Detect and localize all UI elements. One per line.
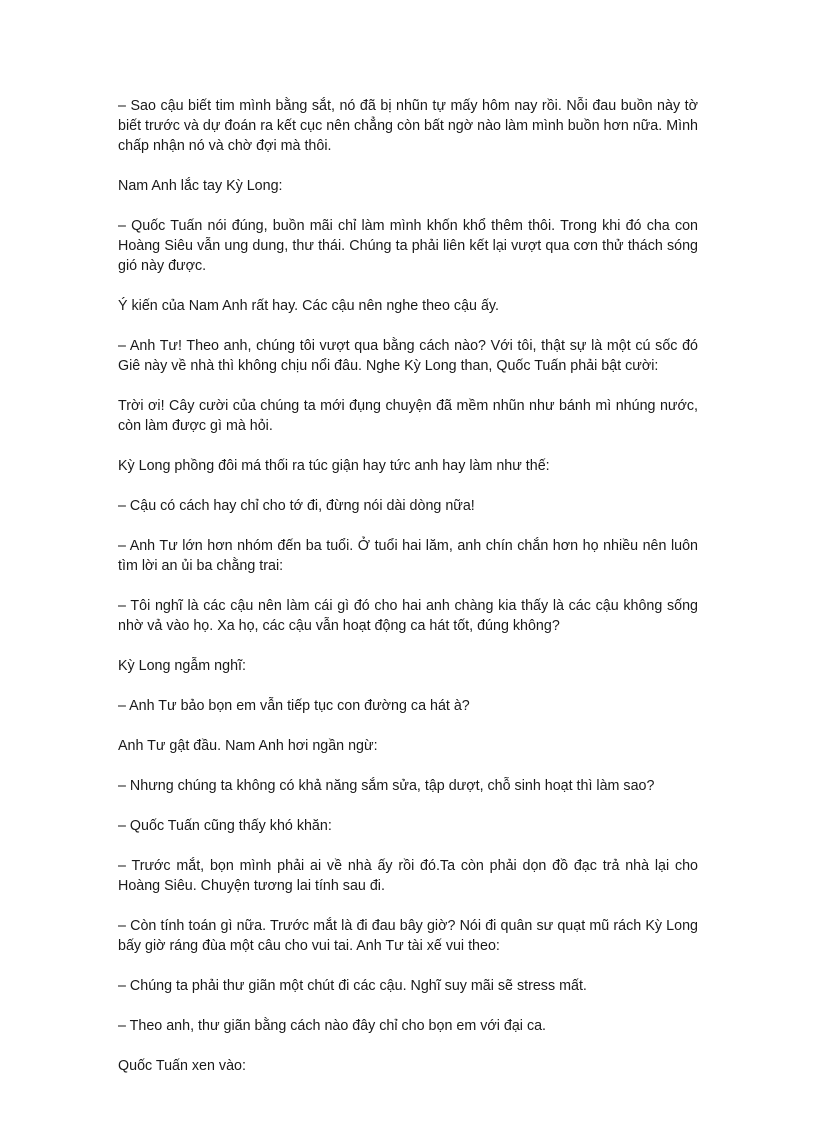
paragraph: Kỳ Long phồng đôi má thối ra túc giận hay tức anh hay làm như thế: (118, 458, 550, 474)
paragraph: Ý kiến của Nam Anh rất hay. Các cậu nên nghe theo cậu ấy. (118, 298, 499, 314)
paragraph: Nam Anh lắc tay Kỳ Long: (118, 178, 283, 194)
paragraph: – Anh Tư! Theo anh, chúng tôi vượt qua bằng cách nào? Với tôi, thật sự là một cú sốc đó Giê này về nhà thì không chịu nổi đâu. Nghe Kỳ Long than, Quốc Tuấn phải bật cười: (118, 338, 698, 374)
paragraph: – Anh Tư lớn hơn nhóm đến ba tuổi. Ở tuổi hai lăm, anh chín chắn hơn họ nhiều nên luôn tìm lời an ủi ba chằng trai: (118, 538, 698, 574)
paragraph: – Còn tính toán gì nữa. Trước mắt là đi đau bây giờ? Nói đi quân sư quạt mũ rách Kỳ Long bấy giờ ráng đùa một câu cho vui tai. Anh Tư tài xế vui theo: (118, 918, 698, 954)
paragraph: – Quốc Tuấn cũng thấy khó khăn: (118, 818, 332, 834)
paragraph: – Tôi nghĩ là các cậu nên làm cái gì đó cho hai anh chàng kia thấy là các cậu không sống nhờ vả vào họ. Xa họ, các cậu vẫn hoạt động ca hát tốt, đúng không? (118, 598, 698, 634)
paragraph: Quốc Tuấn xen vào: (118, 1058, 246, 1074)
paragraph: – Nhưng chúng ta không có khả năng sắm sửa, tập dượt, chỗ sinh hoạt thì làm sao? (118, 778, 655, 794)
paragraph: – Theo anh, thư giãn bằng cách nào đây chỉ cho bọn em với đại ca. (118, 1018, 547, 1034)
paragraph: – Sao cậu biết tim mình bằng sắt, nó đã bị nhũn tự mấy hôm nay rồi. Nỗi đau buồn này tờ biết trước và dự đoán ra kết cục nên chẳng còn bất ngờ nào làm mình buồn hơn nữa. Mình chấp nhận nó và chờ đợi mà thôi. (118, 98, 698, 154)
paragraph: – Quốc Tuấn nói đúng, buồn mãi chỉ làm mình khốn khổ thêm thôi. Trong khi đó cha con Hoàng Siêu vẫn ung dung, thư thái. Chúng ta phải liên kết lại vượt qua cơn thử thách sóng gió này được. (118, 218, 698, 274)
paragraph: Kỳ Long ngẫm nghĩ: (118, 658, 246, 674)
paragraph: Anh Tư gật đầu. Nam Anh hơi ngần ngừ: (118, 738, 378, 754)
paragraph: – Cậu có cách hay chỉ cho tớ đi, đừng nói dài dòng nữa! (118, 498, 475, 514)
paragraph: – Trước mắt, bọn mình phải ai về nhà ấy rồi đó.Ta còn phải dọn đồ đạc trả nhà lại cho Hoàng Siêu. Chuyện tương lai tính sau đi. (118, 858, 698, 894)
paragraph: – Anh Tư bảo bọn em vẫn tiếp tục con đường ca hát à? (118, 698, 470, 714)
paragraph: – Chúng ta phải thư giãn một chút đi các cậu. Nghĩ suy mãi sẽ stress mất. (118, 978, 587, 994)
document-page (118, 96, 698, 1096)
paragraph: Trời ơi! Cây cười của chúng ta mới đụng chuyện đã mềm nhũn như bánh mì nhúng nước, còn làm được gì mà hỏi. (118, 398, 698, 434)
